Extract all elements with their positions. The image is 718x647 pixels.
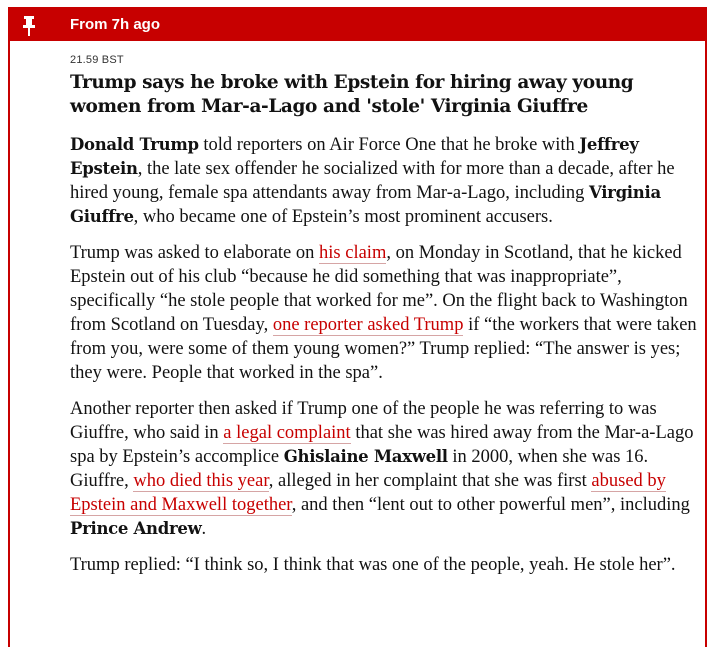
person-name: Virginia Giuffre bbox=[70, 183, 661, 226]
person-name: Donald Trump bbox=[70, 135, 199, 154]
legal-complaint-link[interactable]: a legal complaint bbox=[223, 423, 351, 443]
his-claim-link[interactable]: his claim bbox=[319, 243, 387, 263]
person-name: Prince Andrew bbox=[70, 519, 202, 538]
post-body bbox=[70, 133, 702, 589]
pinned-post-label: From 7h ago bbox=[70, 16, 161, 33]
live-blog-pinned-post bbox=[8, 7, 707, 647]
person-name: Ghislaine Maxwell bbox=[283, 447, 448, 466]
abused-link[interactable]: abused by Epstein and Maxwell together bbox=[70, 471, 666, 515]
post-timestamp: 21.59 BST bbox=[70, 54, 124, 66]
person-name: Jeffrey Epstein bbox=[70, 135, 639, 178]
post-headline: Trump says he broke with Epstein for hiring away young women from Mar-a-Lago and 'stole' Virginia Giuffre bbox=[70, 72, 634, 117]
paragraph-4: Trump replied: “I think so, I think that was one of the people, yeah. He stole her”. bbox=[70, 555, 676, 575]
died-this-year-link[interactable]: who died this year bbox=[133, 471, 269, 491]
pin-icon bbox=[20, 13, 38, 37]
paragraph-3: Another reporter then asked if Trump one of the people he was referring to was Giuffre, who said in a legal complaint that she was hired away from the Mar-a-Lago spa by Epstein’s accomplice Ghislaine Maxwell in 2000, when she was 16. Giuffre, who died this year, alleged in her complaint that she was first abused by Epstein and Maxwell together, and then “lent out to other powerful men”, including Prince Andrew. bbox=[70, 399, 694, 539]
pinned-post-header bbox=[10, 9, 705, 41]
paragraph-2: Trump was asked to elaborate on his claim, on Monday in Scotland, that he kicked Epstein out of his club “because he did something that was inappropriate”, specifically “he stole people that worked for me”. On the flight back to Washington from Scotland on Tuesday, one reporter asked Trump if “the workers that were taken from you, were some of them young women?” Trump replied: “The answer is yes; they were. People that worked in the spa”. bbox=[70, 243, 697, 383]
reporter-asked-link[interactable]: one reporter asked Trump bbox=[272, 315, 464, 335]
paragraph-1: Donald Trump told reporters on Air Force One that he broke with Jeffrey Epstein, the late sex offender he socialized with for more than a decade, after he hired young, female spa attendants away from Mar-a-Lago, including Virginia Giuffre, who became one of Epstein’s most prominent accusers. bbox=[70, 135, 675, 227]
